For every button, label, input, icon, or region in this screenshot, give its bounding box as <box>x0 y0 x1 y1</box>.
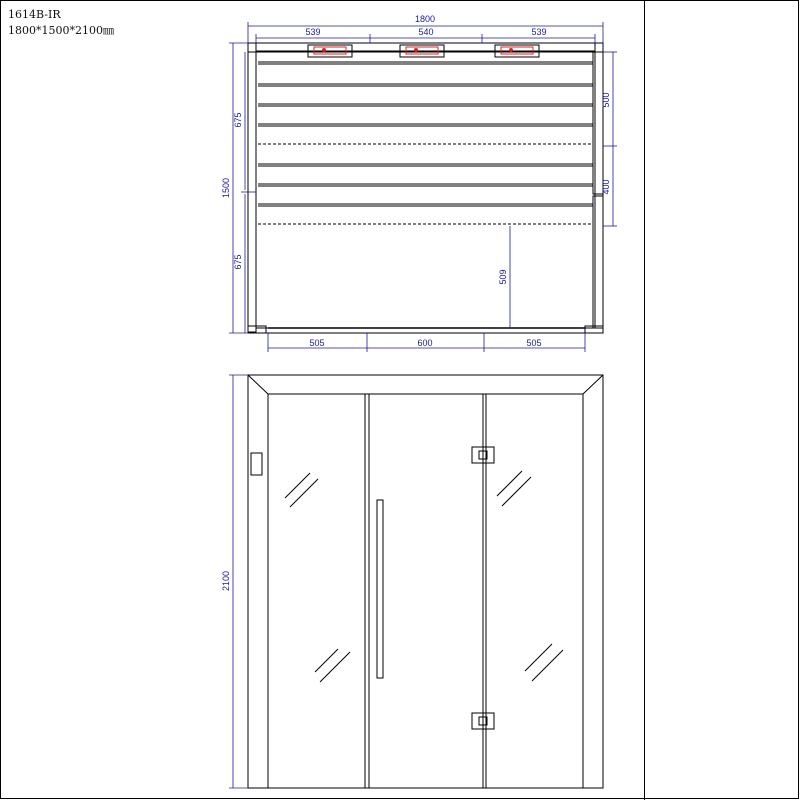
plan-inner-wall <box>256 52 595 328</box>
model-number: 1614B-IR <box>8 8 61 21</box>
dim-top-center: 540 <box>418 27 434 37</box>
dim-bottom-right: 505 <box>526 338 542 348</box>
hinge-top <box>472 447 494 463</box>
front-outer-frame <box>248 375 603 788</box>
front-dimensions <box>229 375 248 788</box>
front-right-corner <box>585 326 603 333</box>
dim-top-left: 539 <box>305 27 321 37</box>
glass-reflections <box>285 471 563 682</box>
plan-view <box>248 43 603 333</box>
dim-depth: 1500 <box>221 177 231 199</box>
dim-right-middle: 400 <box>601 179 611 195</box>
dim-height: 2100 <box>221 570 231 592</box>
dim-overall-width: 1800 <box>414 14 436 24</box>
plan-dimensions <box>229 22 617 352</box>
dim-left-lower: 675 <box>233 254 243 270</box>
front-view <box>248 375 603 788</box>
dim-inner: 509 <box>498 269 508 285</box>
dim-top-right: 539 <box>531 27 547 37</box>
dim-left-upper: 675 <box>233 112 243 128</box>
dim-bottom-left: 505 <box>309 338 325 348</box>
dim-right-upper: 500 <box>601 92 611 108</box>
control-panel <box>251 453 262 475</box>
dim-bottom-center: 600 <box>417 338 433 348</box>
door-handle <box>377 500 383 678</box>
bench-slats <box>258 62 593 224</box>
hinge-bottom <box>472 713 494 729</box>
overall-size: 1800*1500*2100㎜ <box>8 24 114 37</box>
